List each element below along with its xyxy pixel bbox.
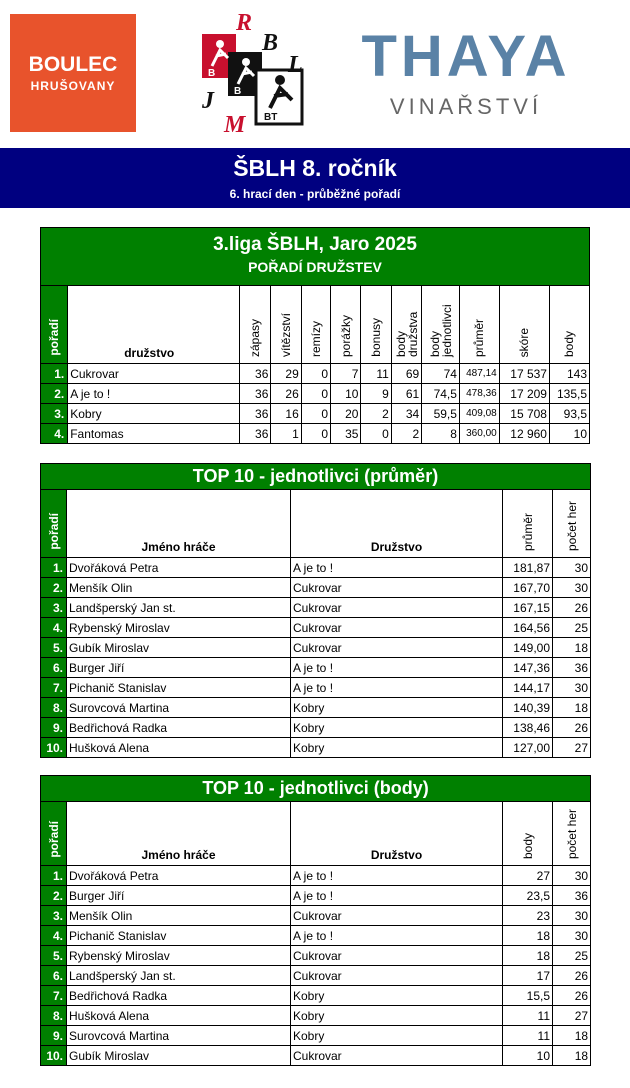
player-team-cell: A je to ! (291, 866, 503, 886)
player-team-cell: A je to ! (291, 926, 503, 946)
player-value-cell: 23,5 (503, 886, 553, 906)
banner-subtitle: 6. hrací den - průběžné pořadí (229, 187, 401, 201)
thaya-logo (332, 24, 600, 124)
player-row (41, 926, 591, 946)
player-team-cell: Kobry (291, 738, 503, 758)
player-games-cell: 26 (553, 966, 591, 986)
column-header-label: zápasy (248, 318, 263, 357)
player-value-cell: 27 (503, 866, 553, 886)
column-header-label: bonusy (369, 318, 384, 357)
player-games-cell: 30 (553, 558, 591, 578)
value-cell: 34 (391, 404, 421, 424)
team-name-cell: Kobry (68, 404, 240, 424)
player-value-cell: 138,46 (503, 718, 553, 738)
player-team-cell: Kobry (291, 718, 503, 738)
rank-cell: 3. (41, 598, 67, 618)
rank-header: pořadí (41, 802, 67, 866)
team-name-cell: Fantomas (68, 424, 240, 444)
rank-cell: 6. (41, 966, 67, 986)
rank-cell: 7. (41, 986, 67, 1006)
avg-table-title: TOP 10 - jednotlivci (průměr) (41, 464, 591, 490)
boulec-logo-name: BOULEC (28, 53, 118, 76)
value-cell: 478,36 (459, 384, 499, 404)
team-header: Družstvo (291, 802, 503, 866)
rank-cell: 3. (41, 906, 67, 926)
value-cell: 36 (239, 424, 270, 444)
player-team-cell: Kobry (291, 698, 503, 718)
player-name-cell: Menšík Olin (67, 578, 291, 598)
player-team-cell: Cukrovar (291, 966, 503, 986)
player-row (41, 866, 591, 886)
team-table-title: 3.liga ŠBLH, Jaro 2025 (213, 234, 417, 255)
value-cell: 20 (331, 404, 361, 424)
rank-cell: 8. (41, 698, 67, 718)
column-header-1 (271, 286, 301, 364)
rank-header: pořadí (41, 286, 68, 364)
player-name-cell: Hušková Alena (67, 1006, 291, 1026)
team-row (41, 424, 590, 444)
value-cell: 17 209 (499, 384, 549, 404)
player-value-cell: 17 (503, 966, 553, 986)
value-cell: 69 (391, 364, 421, 384)
player-row (41, 698, 591, 718)
player-row (41, 558, 591, 578)
rank-cell: 4. (41, 424, 68, 444)
value-cell: 0 (301, 404, 330, 424)
player-team-cell: Cukrovar (291, 598, 503, 618)
column-header-6 (422, 286, 460, 364)
player-row (41, 738, 591, 758)
player-games-cell: 18 (553, 1026, 591, 1046)
player-name-cell: Hušková Alena (67, 738, 291, 758)
player-row (41, 946, 591, 966)
boulec-logo (10, 14, 136, 132)
column-header-3 (331, 286, 361, 364)
player-name-cell: Burger Jiří (67, 658, 291, 678)
rbl-box-label: B (208, 68, 216, 79)
rank-cell: 10. (41, 738, 67, 758)
team-header: Družstvo (291, 490, 503, 558)
column-header-label: body družstva (393, 311, 420, 357)
value-cell: 360,00 (459, 424, 499, 444)
player-name-cell: Landšperský Jan st. (67, 598, 291, 618)
column-header-label: průměr (472, 318, 487, 357)
player-value-cell: 140,39 (503, 698, 553, 718)
average-header: průměr (503, 490, 553, 558)
player-name-cell: Landšperský Jan st. (67, 966, 291, 986)
player-row (41, 638, 591, 658)
player-games-cell: 27 (553, 1006, 591, 1026)
player-name-cell: Rybenský Miroslav (67, 618, 291, 638)
player-team-cell: Cukrovar (291, 638, 503, 658)
player-games-cell: 30 (553, 678, 591, 698)
column-header-9 (549, 286, 589, 364)
player-row (41, 886, 591, 906)
boulec-logo-place: HRUŠOVANY (30, 79, 116, 93)
player-value-cell: 23 (503, 906, 553, 926)
value-cell: 59,5 (422, 404, 460, 424)
player-games-cell: 18 (553, 1046, 591, 1066)
rbl-letter-j: J (202, 88, 214, 114)
team-row (41, 384, 590, 404)
player-value-cell: 167,15 (503, 598, 553, 618)
value-cell: 10 (549, 424, 589, 444)
games-header: počet her (553, 802, 591, 866)
value-cell: 487,14 (459, 364, 499, 384)
value-cell: 8 (422, 424, 460, 444)
rbl-box-label: BT (264, 112, 278, 123)
player-team-cell: Kobry (291, 1026, 503, 1046)
banner-title: ŠBLH 8. ročník (233, 155, 397, 181)
player-games-cell: 30 (553, 926, 591, 946)
team-name-cell: Cukrovar (68, 364, 240, 384)
value-cell: 0 (301, 364, 330, 384)
value-cell: 0 (301, 384, 330, 404)
player-name-cell: Bedřichová Radka (67, 986, 291, 1006)
column-header-5 (391, 286, 421, 364)
team-standings-table (40, 227, 590, 444)
value-cell: 0 (301, 424, 330, 444)
player-name-cell: Pichanič Stanislav (67, 926, 291, 946)
value-cell: 29 (271, 364, 301, 384)
player-value-cell: 167,70 (503, 578, 553, 598)
player-value-cell: 18 (503, 926, 553, 946)
value-cell: 17 537 (499, 364, 549, 384)
rank-cell: 1. (41, 866, 67, 886)
player-name-header: Jméno hráče (67, 802, 291, 866)
value-cell: 61 (391, 384, 421, 404)
player-row (41, 598, 591, 618)
rank-cell: 9. (41, 1026, 67, 1046)
team-row (41, 364, 590, 384)
value-cell: 7 (331, 364, 361, 384)
value-cell: 35 (331, 424, 361, 444)
player-name-cell: Bedřichová Radka (67, 718, 291, 738)
rank-cell: 5. (41, 638, 67, 658)
player-games-cell: 26 (553, 718, 591, 738)
player-row (41, 578, 591, 598)
rank-cell: 3. (41, 404, 68, 424)
value-cell: 16 (271, 404, 301, 424)
player-value-cell: 10 (503, 1046, 553, 1066)
player-team-cell: A je to ! (291, 658, 503, 678)
player-team-cell: A je to ! (291, 886, 503, 906)
player-name-cell: Pichanič Stanislav (67, 678, 291, 698)
player-row (41, 906, 591, 926)
value-cell: 36 (239, 364, 270, 384)
column-header-4 (361, 286, 391, 364)
player-name-cell: Rybenský Miroslav (67, 946, 291, 966)
player-games-cell: 36 (553, 886, 591, 906)
player-name-cell: Dvořáková Petra (67, 866, 291, 886)
player-value-cell: 127,00 (503, 738, 553, 758)
player-team-cell: A je to ! (291, 558, 503, 578)
column-header-7 (459, 286, 499, 364)
column-header-label: vítězství (279, 312, 294, 357)
rank-cell: 2. (41, 886, 67, 906)
value-cell: 2 (361, 404, 391, 424)
team-header: družstvo (68, 286, 240, 364)
rbl-letter-l: L (288, 52, 303, 78)
player-team-cell: Kobry (291, 986, 503, 1006)
value-cell: 12 960 (499, 424, 549, 444)
value-cell: 9 (361, 384, 391, 404)
column-header-label: body (562, 330, 577, 357)
value-cell: 11 (361, 364, 391, 384)
column-header-label: porážky (338, 314, 353, 357)
player-games-cell: 30 (553, 906, 591, 926)
rbl-box-label: B (234, 86, 242, 97)
team-name-cell: A je to ! (68, 384, 240, 404)
player-value-cell: 15,5 (503, 986, 553, 1006)
team-table-subtitle: POŘADÍ DRUŽSTEV (248, 259, 382, 275)
rank-cell: 1. (41, 364, 68, 384)
value-cell: 26 (271, 384, 301, 404)
player-games-cell: 18 (553, 638, 591, 658)
value-cell: 93,5 (549, 404, 589, 424)
rank-cell: 2. (41, 578, 67, 598)
player-games-cell: 26 (553, 598, 591, 618)
player-games-cell: 18 (553, 698, 591, 718)
column-header-8 (499, 286, 549, 364)
player-value-cell: 181,87 (503, 558, 553, 578)
player-name-cell: Gubík Miroslav (67, 638, 291, 658)
player-team-cell: Cukrovar (291, 1046, 503, 1066)
team-row (41, 404, 590, 424)
player-team-cell: A je to ! (291, 678, 503, 698)
thaya-logo-sub: VINAŘSTVÍ (389, 94, 543, 119)
player-value-cell: 164,56 (503, 618, 553, 638)
team-table-header (41, 228, 590, 286)
top10-points-table (40, 775, 591, 1066)
player-name-cell: Surovcová Martina (67, 1026, 291, 1046)
player-row (41, 678, 591, 698)
value-cell: 36 (239, 384, 270, 404)
pts-table-title: TOP 10 - jednotlivci (body) (41, 776, 591, 802)
points-header: body (503, 802, 553, 866)
games-header: počet her (553, 490, 591, 558)
player-games-cell: 25 (553, 618, 591, 638)
player-row (41, 1046, 591, 1066)
player-games-cell: 36 (553, 658, 591, 678)
thaya-logo-name: THAYA (361, 24, 571, 89)
player-value-cell: 18 (503, 946, 553, 966)
value-cell: 74 (422, 364, 460, 384)
column-header-label: remízy (308, 321, 323, 357)
column-header-label: skóre (517, 327, 532, 357)
value-cell: 0 (361, 424, 391, 444)
player-games-cell: 27 (553, 738, 591, 758)
player-row (41, 986, 591, 1006)
value-cell: 2 (391, 424, 421, 444)
rank-cell: 4. (41, 926, 67, 946)
value-cell: 74,5 (422, 384, 460, 404)
player-name-cell: Gubík Miroslav (67, 1046, 291, 1066)
rank-cell: 2. (41, 384, 68, 404)
value-cell: 36 (239, 404, 270, 424)
column-header-label: body jednotlivci (427, 304, 454, 357)
player-row (41, 1006, 591, 1026)
rank-cell: 1. (41, 558, 67, 578)
rbl-logo (198, 8, 310, 134)
player-games-cell: 30 (553, 866, 591, 886)
value-cell: 143 (549, 364, 589, 384)
player-name-cell: Burger Jiří (67, 886, 291, 906)
rank-cell: 10. (41, 1046, 67, 1066)
player-team-cell: Kobry (291, 1006, 503, 1026)
column-header-2 (301, 286, 330, 364)
player-name-cell: Surovcová Martina (67, 698, 291, 718)
player-value-cell: 11 (503, 1006, 553, 1026)
rank-cell: 9. (41, 718, 67, 738)
rbl-letter-m: M (224, 112, 246, 134)
rank-cell: 7. (41, 678, 67, 698)
value-cell: 135,5 (549, 384, 589, 404)
player-value-cell: 147,36 (503, 658, 553, 678)
player-name-cell: Menšík Olin (67, 906, 291, 926)
title-banner (0, 148, 630, 208)
player-name-header: Jméno hráče (67, 490, 291, 558)
value-cell: 10 (331, 384, 361, 404)
player-games-cell: 25 (553, 946, 591, 966)
player-row (41, 966, 591, 986)
player-games-cell: 26 (553, 986, 591, 1006)
player-value-cell: 11 (503, 1026, 553, 1046)
player-value-cell: 149,00 (503, 638, 553, 658)
player-row (41, 1026, 591, 1046)
rank-cell: 4. (41, 618, 67, 638)
player-row (41, 718, 591, 738)
rank-cell: 8. (41, 1006, 67, 1026)
player-team-cell: Cukrovar (291, 618, 503, 638)
player-row (41, 618, 591, 638)
player-team-cell: Cukrovar (291, 906, 503, 926)
rank-cell: 5. (41, 946, 67, 966)
player-row (41, 658, 591, 678)
player-name-cell: Dvořáková Petra (67, 558, 291, 578)
value-cell: 15 708 (499, 404, 549, 424)
player-games-cell: 30 (553, 578, 591, 598)
rank-header: pořadí (41, 490, 67, 558)
player-team-cell: Cukrovar (291, 946, 503, 966)
value-cell: 1 (271, 424, 301, 444)
top10-average-table (40, 463, 591, 758)
player-team-cell: Cukrovar (291, 578, 503, 598)
rbl-letter-r: R (236, 10, 253, 36)
rbl-letter-b: B (262, 30, 279, 56)
player-value-cell: 144,17 (503, 678, 553, 698)
rank-cell: 6. (41, 658, 67, 678)
column-header-0 (239, 286, 270, 364)
value-cell: 409,08 (459, 404, 499, 424)
